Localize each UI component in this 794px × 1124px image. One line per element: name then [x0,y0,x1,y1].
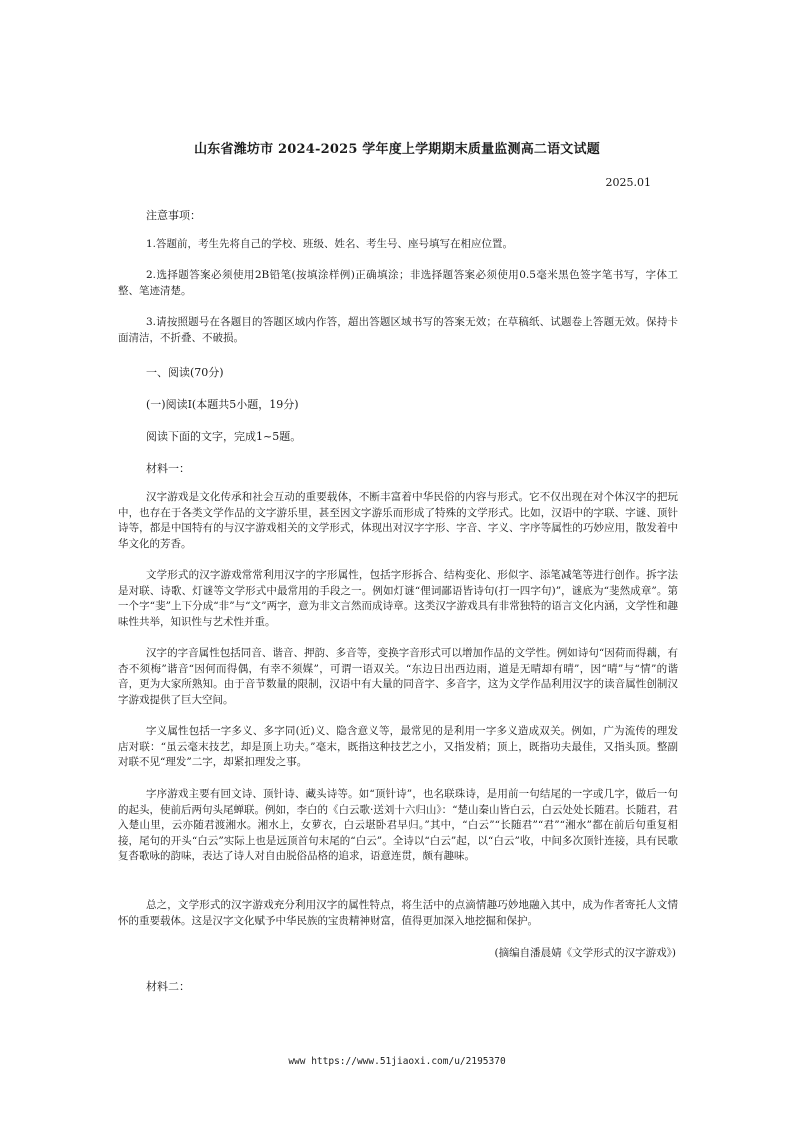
notice-item: 2.选择题答案必须使用2B铅笔(按填涂样例)正确填涂；非选择题答案必须使用0.5毫米黑色签字笔书写，字体工整、笔迹清楚。 [118,269,678,297]
material-label: 材料一： [146,462,190,475]
body-paragraph: 汉字游戏是文化传承和社会互动的重要载体，不断丰富着中华民俗的内容与形式。它不仅出现在对个体汉字的把玩中，也存在于各类文学作品的文字游乐里，甚至因文字游乐而形成了特殊的文学形式。比如，汉语中的字联、字谜、顶针诗等，都是中国特有的与汉字游戏相关的文学形式，体现出对汉字字形、字音、字义、字序等属性的巧妙应用，散发着中华文化的芳香。 [118,491,678,550]
source-note: (摘编自潘晨婧《文学形式的汉字游戏》) [494,947,676,959]
body-paragraph: 总之，文学形式的汉字游戏充分利用汉字的属性特点，将生活中的点滴情趣巧妙地融入其中，成为作者寄托人文情怀的重要载体。这是汉字文化赋予中华民族的宝贵精神财富，值得更加深入地挖掘和保护。 [118,899,678,927]
notice-item: 3.请按照题号在各题目的答题区域内作答，超出答题区域书写的答案无效；在草稿纸、试题卷上答题无效。保持卡面清洁，不折叠、不破损。 [118,316,678,344]
instruction-text: 阅读下面的文字，完成1~5题。 [146,430,302,443]
material-label: 材料二： [146,980,190,993]
section-heading: 一、阅读(70分) [146,366,224,379]
body-paragraph: 文学形式的汉字游戏常常利用汉字的字形属性，包括字形拆合、结构变化、形似字、添笔减笔等进行创作。拆字法是对联、诗歌、灯谜等文学形式中最常用的手段之一。例如灯谜“俚词鄙语皆诗句(打一四字句)”，谜底为“斐然成章”。第一个字“斐”上下分成“非”与“文”两字，意为非文言然而成诗章。这类汉字游戏具有非常独特的语言文化内涵，文学性和趣味性共举，知识性与艺术性并重。 [118,569,678,628]
body-paragraph: 汉字的字音属性包括同音、谐音、押韵、多音等，变换字音形式可以增加作品的文学性。例如诗句“因荷而得藕，有杏不须梅”谐音“因何而得偶，有幸不须媒”，可谓一语双关。“东边日出西边雨，道是无晴却有晴”，因“晴”与“情”的谐音，更为大家所熟知。由于音节数量的限制，汉语中有大量的同音字、多音字，这为文学作品利用汉字的读音属性创制汉字游戏提供了巨大空间。 [118,647,678,706]
page-title: 山东省潍坊市 2024-2025 学年度上学期期末质量监测高二语文试题 [194,142,600,157]
subsection-heading: (一)阅读Ⅰ(本题共5小题，19分) [146,398,299,411]
notice-heading: 注意事项： [146,209,201,222]
body-paragraph: 字义属性包括一字多义、多字同(近)义、隐含意义等，最常见的是利用一字多义造成双关。例如，广为流传的理发店对联：“虽云毫末技艺，却是顶上功夫。”毫末，既指这种技艺之小，又指发梢；顶上，既指功夫最佳，又指头顶。整副对联不见“理发”二字，却紧扣理发之事。 [118,725,678,769]
footer-watermark-url: www https://www.51jiaoxi.com/u/2195370 [288,1056,506,1067]
exam-date: 2025.01 [605,176,651,189]
body-paragraph: 字序游戏主要有回文诗、顶针诗、藏头诗等。如“顶针诗”，也名联珠诗，是用前一句结尾的一字或几字，做后一句的起头，使前后两句头尾蝉联。例如，李白的《白云歌·送刘十六归山》：“楚山秦山皆白云，白云处处长随君。长随君，君入楚山里，云亦随君渡湘水。湘水上，女萝衣，白云堪卧君早归。”其中，“白云”“长随君”“君”“湘水”都在前后句重复相接，尾句的开头“白云”实际上也是远顶首句末尾的“白云”。全诗以“白云”起，以“白云”收，中间多次顶针连接，具有民歌复沓歌咏的韵味，表达了诗人对自由脱俗品格的追求，语意连贯，颇有趣味。 [118,788,678,863]
notice-item: 1.答题前，考生先将自己的学校、班级、姓名、考生号、座号填写在相应位置。 [146,238,514,250]
